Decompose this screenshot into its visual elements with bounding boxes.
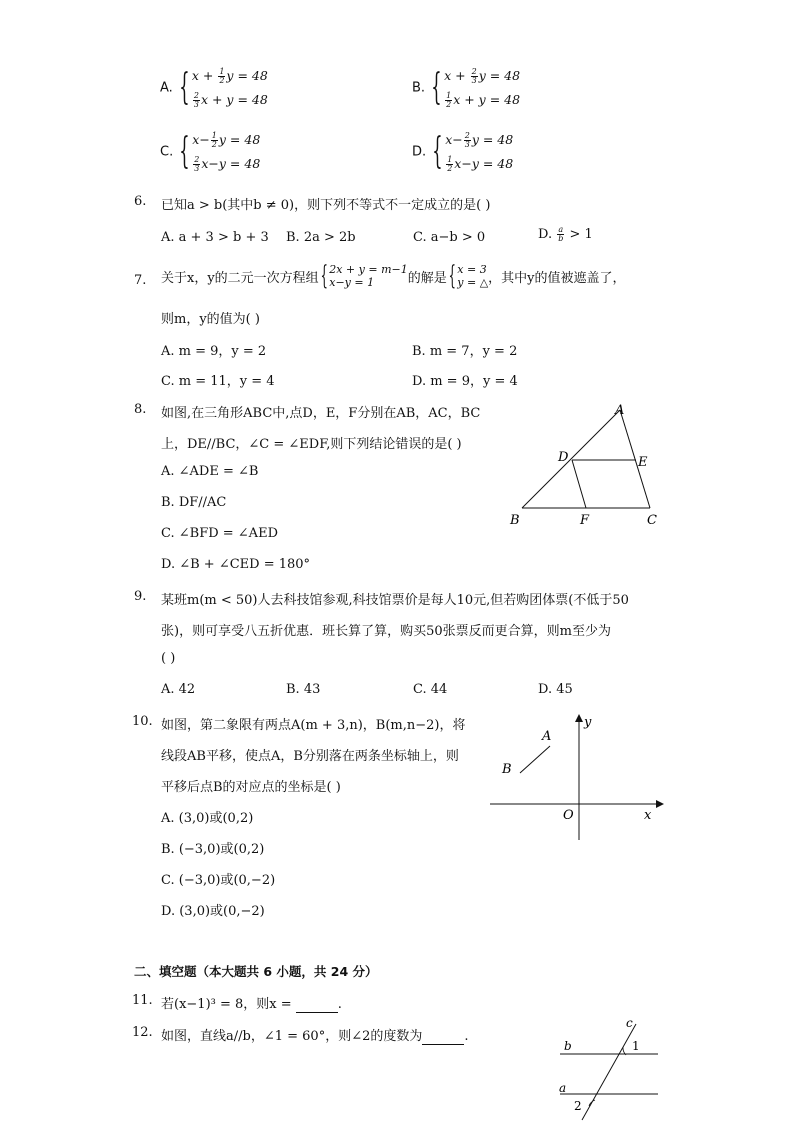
- q10-option-a[interactable]: A. (3,0)或(0,2): [161, 811, 254, 826]
- q7-option-d[interactable]: D. m = 9，y = 4: [412, 374, 518, 389]
- section-title: 二、填空题（本大题共 6 小题，共 24 分）: [134, 964, 378, 979]
- q8-line1: 如图,在三角形ABC中,点D，E，F分别在AB，AC，BC: [161, 406, 481, 421]
- q12-label-2: 2: [574, 1099, 582, 1113]
- q7-number: 7.: [134, 273, 147, 288]
- q8-label-b: B: [510, 513, 520, 528]
- q12-number: 12.: [132, 1025, 153, 1040]
- q12-label-a: a: [559, 1081, 567, 1095]
- q9-line3: ( ): [161, 651, 176, 666]
- q5-option-a-system: { x + $\frac{1}{2}$ y = 48 $\frac{2}{3}$ x + y = 48: [179, 67, 268, 109]
- q5-option-d[interactable]: [412, 128, 513, 176]
- q10-label-b: B: [502, 762, 512, 777]
- q5-option-c-system: { x− $\frac{1}{2}$ y = 48 $\frac{2}{3}$ x−y = 48: [179, 131, 261, 173]
- q8-label-c: C: [647, 513, 657, 528]
- q5-option-c-label: C.: [160, 144, 174, 160]
- q12-label-1: 1: [632, 1039, 640, 1053]
- q10-label-x: x: [644, 808, 652, 823]
- q6-option-a[interactable]: A. a + 3 > b + 3: [161, 230, 269, 245]
- q10-label-o: O: [563, 808, 574, 823]
- q8-label-a: A: [615, 403, 625, 418]
- q10-number: 10.: [132, 714, 153, 729]
- q5-option-b[interactable]: [412, 64, 520, 112]
- q8-label-e: E: [638, 455, 648, 470]
- q6-option-b[interactable]: B. 2a > 2b: [286, 230, 356, 245]
- q5-option-c[interactable]: [160, 128, 260, 176]
- q7-option-b[interactable]: B. m = 7，y = 2: [412, 344, 518, 359]
- q12-answer-blank[interactable]: [422, 1029, 464, 1045]
- q5-option-b-system: { x + $\frac{2}{3}$ y = 48 $\frac{1}{2}$ x + y = 48: [431, 67, 521, 109]
- q10-line2: 线段AB平移，使点A，B分别落在两条坐标轴上，则: [161, 749, 459, 764]
- q5-option-a-label: A.: [160, 80, 173, 96]
- q6-number: 6.: [134, 194, 147, 209]
- q7-option-c[interactable]: C. m = 11，y = 4: [161, 374, 275, 389]
- q5-option-a[interactable]: [160, 64, 268, 112]
- q10-option-c[interactable]: C. (−3,0)或(0,−2): [161, 873, 276, 888]
- q10-coordinate-figure: [486, 708, 666, 848]
- q8-line2: 上，DE//BC，∠C = ∠EDF,则下列结论错误的是( ): [161, 437, 462, 452]
- q8-option-b[interactable]: B. DF//AC: [161, 495, 227, 510]
- q9-number: 9.: [134, 589, 147, 604]
- q10-option-b[interactable]: B. (−3,0)或(0,2): [161, 842, 265, 857]
- q9-option-b[interactable]: B. 43: [286, 682, 321, 697]
- q11-answer-blank[interactable]: [296, 997, 338, 1013]
- q7-line2: 则m，y的值为( ): [161, 312, 260, 327]
- q5-option-d-label: D.: [412, 144, 427, 160]
- q9-option-a[interactable]: A. 42: [161, 682, 196, 697]
- q8-option-c[interactable]: C. ∠BFD = ∠AED: [161, 526, 278, 541]
- q12-parallel-lines-figure: [556, 1014, 666, 1123]
- q9-line1: 某班m(m < 50)人去科技馆参观,科技馆票价是每人10元,但若购团体票(不低于50: [161, 593, 629, 608]
- q11-number: 11.: [132, 993, 153, 1008]
- q9-option-d[interactable]: D. 45: [538, 682, 573, 697]
- q6-option-d[interactable]: D. $\frac{a}{b}$ > 1: [538, 225, 593, 243]
- q7-option-a[interactable]: A. m = 9，y = 2: [161, 344, 267, 359]
- q9-option-c[interactable]: C. 44: [413, 682, 448, 697]
- q11-stem: 若(x−1)³ = 8，则x = .: [161, 997, 342, 1012]
- q6-option-c[interactable]: C. a−b > 0: [413, 230, 486, 245]
- q7-stem: 关于x，y的二元一次方程组 { 2x + y = m−1 x−y = 1 的解是 { x = 3 y = △ ，其中y的值被遮盖了，: [161, 261, 626, 291]
- q12-stem: 如图，直线a//b，∠1 = 60°，则∠2的度数为 .: [161, 1029, 469, 1044]
- q10-label-y: y: [584, 715, 592, 730]
- q8-option-a[interactable]: A. ∠ADE = ∠B: [161, 464, 259, 479]
- q10-line3: 平移后点B的对应点的坐标是( ): [161, 780, 341, 795]
- q10-option-d[interactable]: D. (3,0)或(0,−2): [161, 904, 265, 919]
- q5-option-b-label: B.: [412, 80, 426, 96]
- q8-number: 8.: [134, 402, 147, 417]
- q6-stem: 已知a > b(其中b ≠ 0)，则下列不等式不一定成立的是( ): [161, 198, 491, 213]
- q8-triangle-figure: [500, 398, 680, 533]
- q8-label-f: F: [580, 513, 590, 528]
- q8-label-d: D: [558, 450, 569, 465]
- q10-label-a: A: [542, 729, 552, 744]
- q8-option-d[interactable]: D. ∠B + ∠CED = 180°: [161, 557, 311, 572]
- q12-label-b: b: [564, 1039, 572, 1053]
- q12-label-c: c: [626, 1016, 633, 1030]
- q10-line1: 如图，第二象限有两点A(m + 3,n)，B(m,n−2)，将: [161, 718, 466, 733]
- q5-option-d-system: { x− $\frac{2}{3}$ y = 48 $\frac{1}{2}$ x−y = 48: [432, 131, 514, 173]
- q9-line2: 张)，则可享受八五折优惠．班长算了算，购买50张票反而更合算，则m至少为: [161, 624, 611, 639]
